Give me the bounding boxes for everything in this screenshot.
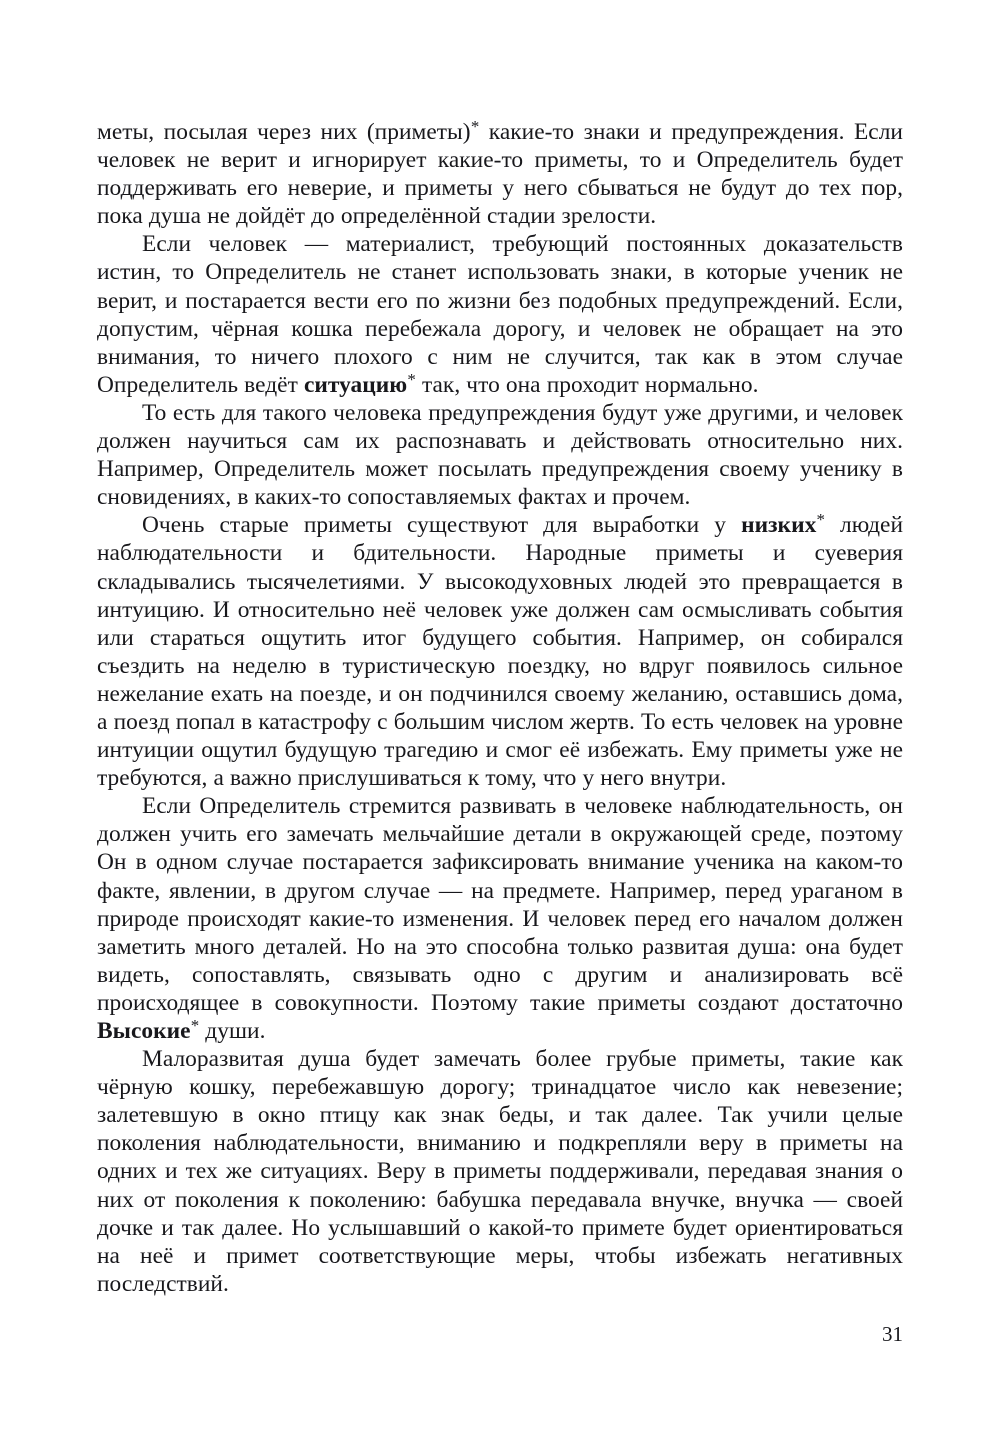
emphasized-term: Высокие — [97, 1018, 191, 1044]
text-run: То есть для такого человека предупреждения будут уже другими, и человек должен научиться сам их распознавать и действовать относительно них. Например, Определитель может посылать предупреждения своему ученику в сновидениях, в каких-то сопоставляемых фактах и прочем. — [97, 399, 903, 511]
paragraph — [97, 230, 903, 399]
text-run: души. — [199, 1018, 266, 1044]
paragraph — [97, 792, 903, 1045]
text-run: Малоразвитая душа будет замечать более грубые приметы, такие как чёрную кошку, перебежавшую дорогу; тринадцатое число как невезение; залетевшую в окно птицу как знак беды, и так далее. Так учили целые поколения наблюдательности, вниманию и подкрепляли веру в приметы на одних и тех же ситуациях. Веру в приметы поддерживали, передавая знания о них от поколения к поколению: бабушка передавала внучке, внучка — своей дочке и так далее. Но услышавший о какой-то примете будет ориентироваться на неё и примет соответствующие меры, чтобы избежать негативных последствий. — [97, 1046, 903, 1297]
text-run: меты, посылая через них (приметы) — [97, 119, 471, 145]
paragraph — [97, 511, 903, 792]
text-run: Если Определитель стремится развивать в человеке наблюдательность, он должен учить его замечать мельчайшие детали в окружающей среде, поэтому Он в одном случае постарается зафиксировать внимание ученика на каком-то факте, явлении, в другом случае — на предмете. Например, перед ураганом в природе происходят какие-то изменения. И человек перед его началом должен заметить много деталей. Но на это способна только развитая душа: она будет видеть, сопоставлять, связывать одно с другим и анализировать всё происходящее в совокупности. Поэтому такие приметы создают достаточно — [97, 793, 903, 1016]
body-text-column — [97, 118, 903, 1298]
paragraph — [97, 399, 903, 511]
text-run: какие-то знаки и предупреждения. Если человек не верит и игнорирует какие-то приметы, то и Определитель будет поддерживать его неверие, и приметы у него сбываться не будут до тех пор, пока душа не дойдёт до определённой стадии зрелости. — [97, 119, 903, 230]
paragraph — [97, 118, 903, 230]
text-run: людей наблюдательности и бдительности. Народные приметы и суеверия складывались тысячелетиями. У высокодуховных людей это превращается в интуицию. И относительно неё человек уже должен сам осмысливать события или стараться ощутить итог будущего события. Например, он собирался съездить на неделю в туристическую поездку, но вдруг появилось сильное нежелание ехать на поезде, и он подчинился своему желанию, оставшись дома, а поезд попал в катастрофу с большим числом жертв. То есть человек на уровне интуиции ощутил будущую трагедию и смог её избежать. Ему приметы уже не требуются, а важно прислушиваться к тому, что у него внутри. — [97, 512, 903, 792]
page-number: 31 — [882, 1322, 903, 1346]
text-run: Очень старые приметы существуют для выработки у — [142, 512, 742, 539]
footnote-asterisk: * — [816, 510, 825, 530]
footnote-asterisk: * — [407, 369, 416, 389]
emphasized-term: ситуацию — [303, 371, 408, 398]
paragraph — [97, 1045, 903, 1298]
text-run: так, что она проходит нормально. — [415, 371, 759, 398]
footnote-asterisk: * — [470, 116, 480, 136]
emphasized-term: низких — [741, 512, 817, 539]
footnote-asterisk: * — [190, 1015, 200, 1035]
text-run: Если человек — материалист, требующий постоянных доказательств истин, то Определитель не станет использовать знаки, в которые ученик не верит, и постарается вести его по жизни без подобных предупреждений. Если, допустим, чёрная кошка перебежала дорогу, и человек не обращает на это внимания, то ничего плохого с ним не случится, так как в этом случае Определитель ведёт — [97, 231, 903, 398]
